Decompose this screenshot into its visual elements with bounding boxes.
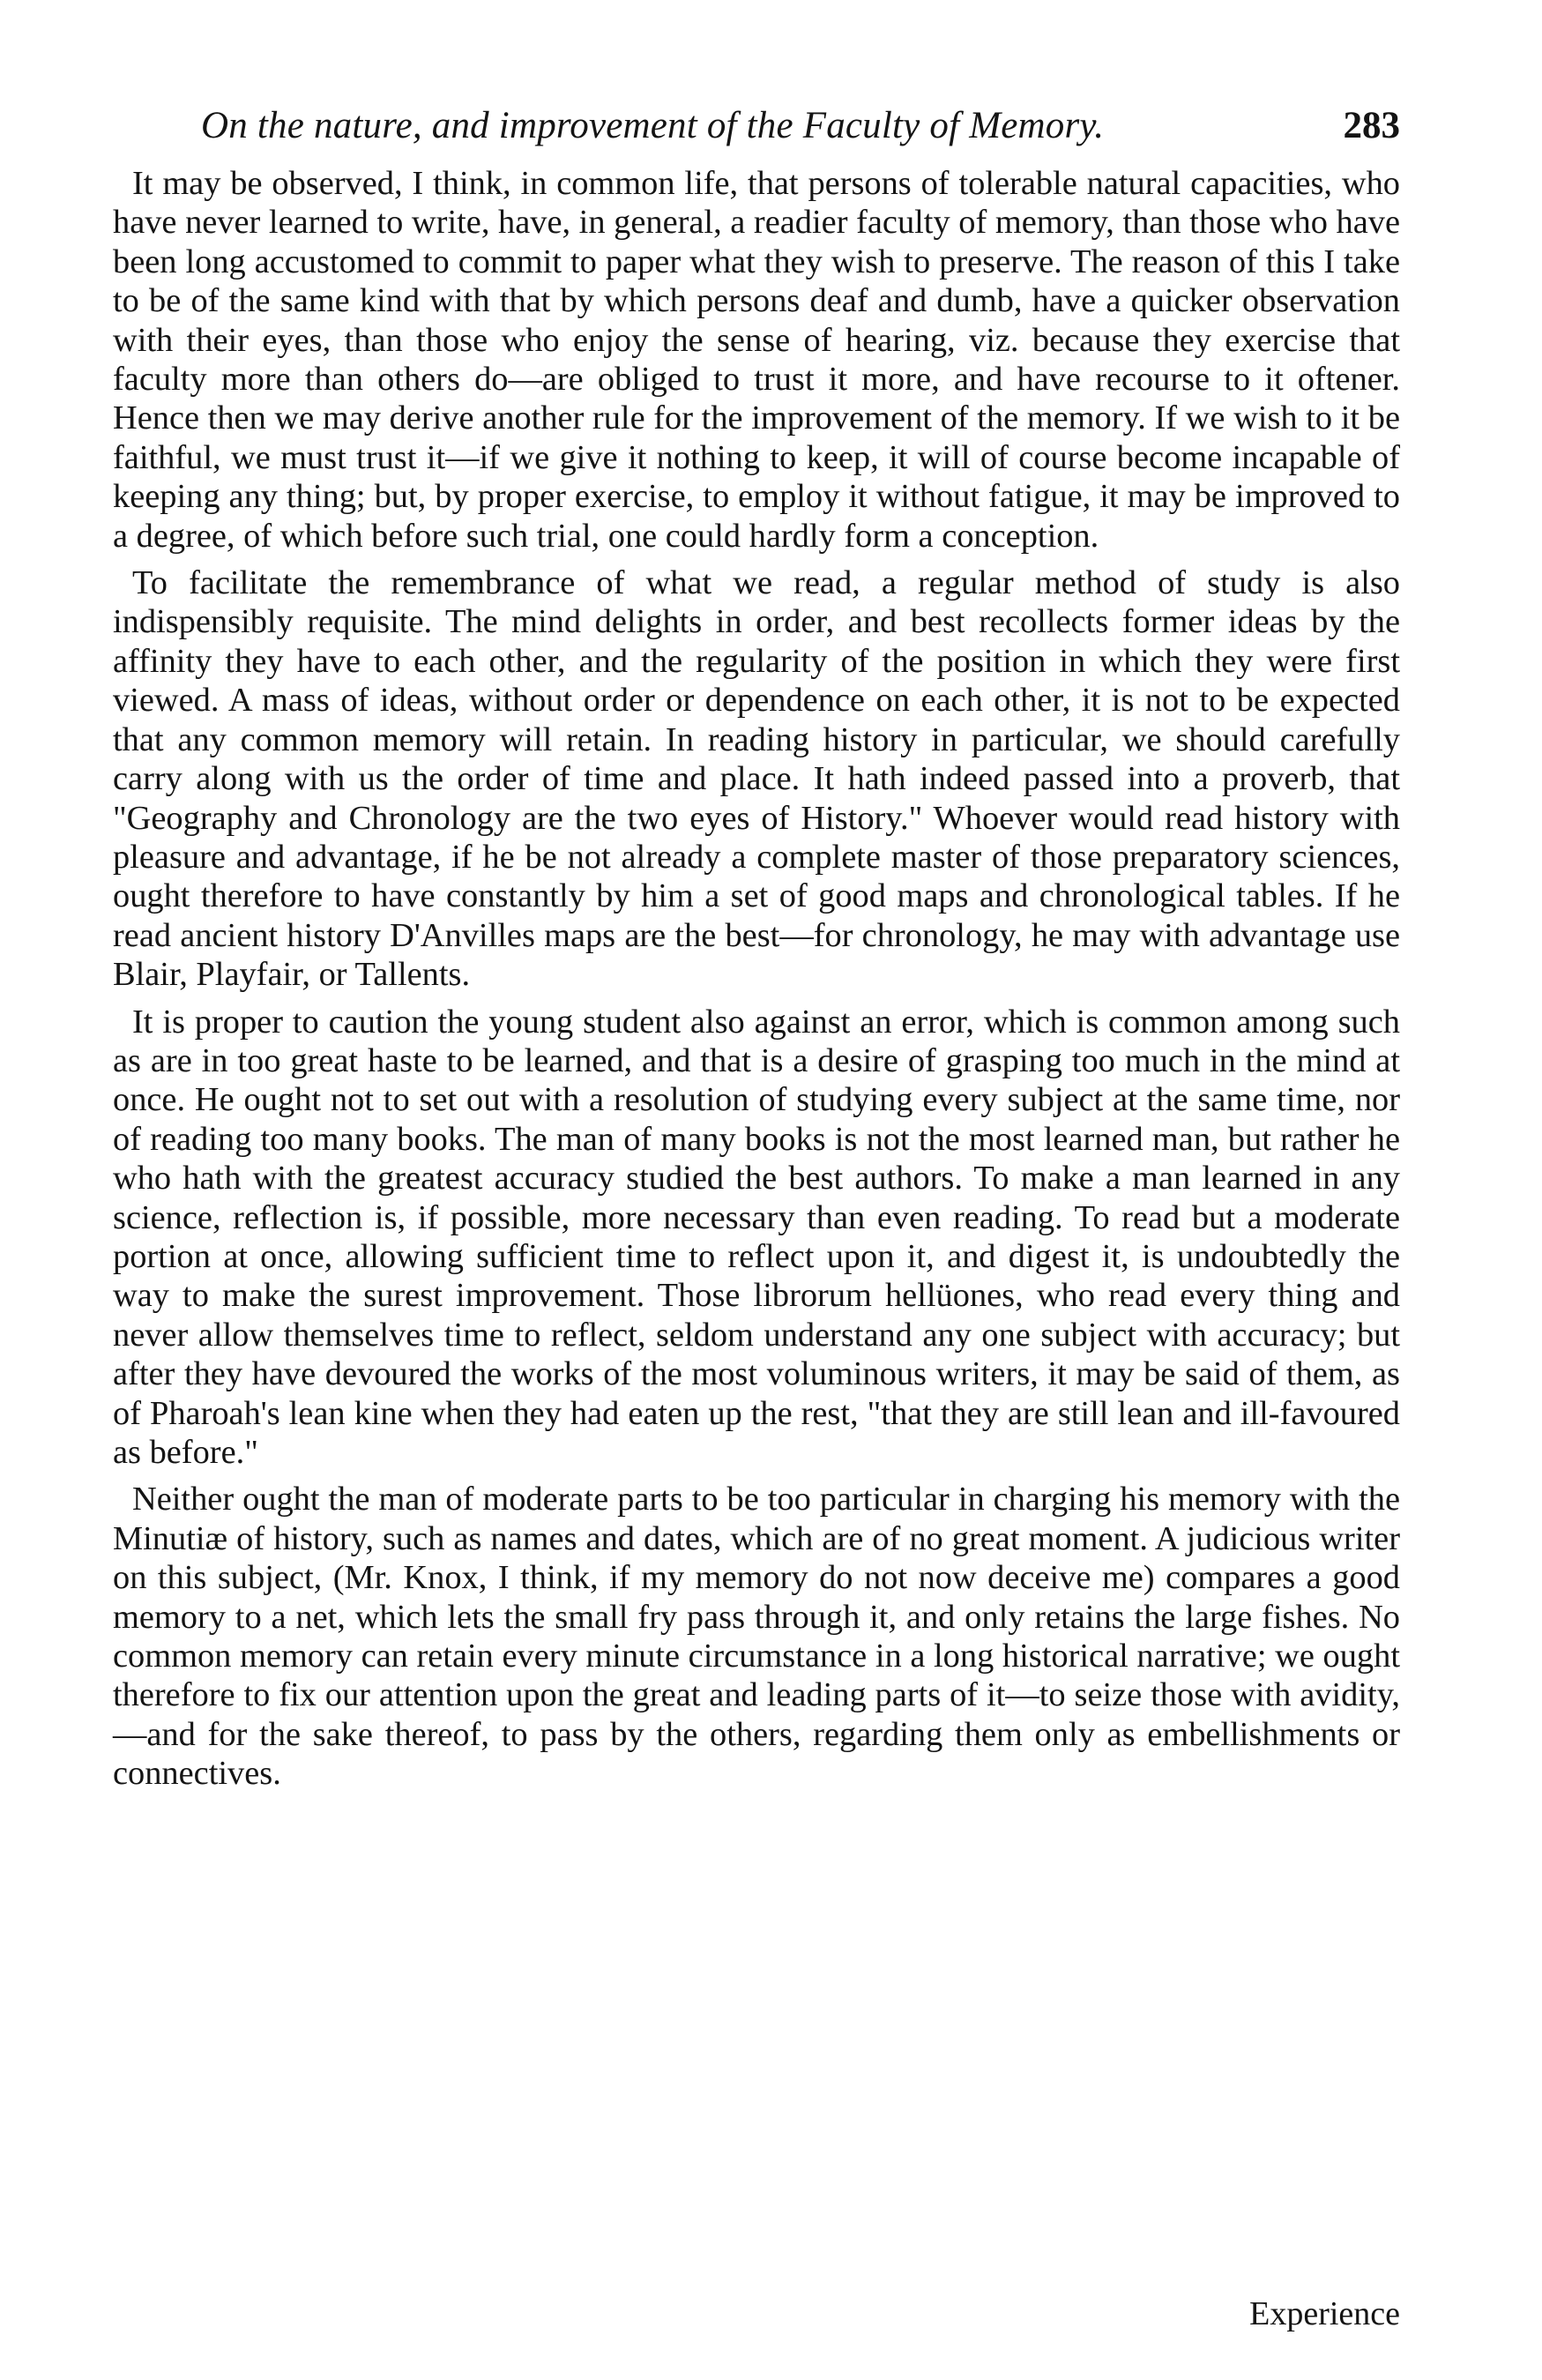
running-head: On the nature, and improvement of the Faculty of Memory. <box>201 105 1105 146</box>
paragraph-method-of-study: To facilitate the remembrance of what we read, a regular method of study is also indispensibly requisite. The mind delights in order, and best recollects former ideas by the affinity they have to each other, and the regularity of the position in which they were first viewed. A mass of ideas, without order or dependence on each other, it is not to be expected that any common memory will retain. In reading history in particular, we should carefully carry along with us the order of time and place. It hath indeed passed into a proverb, that "Geography and Chronology are the two eyes of History." Whoever would read history with pleasure and advantage, if he be not already a complete master of those preparatory sciences, ought therefore to have constantly by him a set of good maps and chronological tables. If he read ancient history D'Anvilles maps are the best—for chronology, he may with advantage use Blair, Playfair, or Tallents. <box>113 564 1400 994</box>
paragraph-memory-exercise: It may be observed, I think, in common life, that persons of tolerable natural capacities, who have never learned to write, have, in general, a readier faculty of memory, than those who have been long accustomed to commit to paper what they wish to preserve. The reason of this I take to be of the same kind with that by which persons deaf and dumb, have a quicker observation with their eyes, than those who enjoy the sense of hearing, viz. because they exercise that faculty more than others do—are obliged to trust it more, and have recourse to it oftener. Hence then we may derive another rule for the improvement of the memory. If we wish to it be faithful, we must trust it—if we give it nothing to keep, it will of course become incapable of keeping any thing; but, by proper exercise, to employ it without fatigue, it may be improved to a degree, of which before such trial, one could hardly form a conception. <box>113 165 1400 555</box>
catchword: Experience <box>1249 2295 1400 2332</box>
page-header <box>201 104 1400 157</box>
paragraph-minutiae: Neither ought the man of moderate parts to be too particular in charging his memory with the Minutiæ of history, such as names and dates, which are of no great moment. A judicious writer on this subject, (Mr. Knox, I think, if my memory do not now deceive me) compares a good memory to a net, which lets the small fry pass through it, and only retains the large fishes. No common memory can retain every minute circumstance in a long historical narrative; we ought therefore to fix our attention upon the great and leading parts of it—to seize those with avidity,—and for the sake thereof, to pass by the others, regarding them only as embellishments or connectives. <box>113 1481 1400 1793</box>
body-text <box>113 164 1400 1794</box>
page-number: 283 <box>1343 105 1400 146</box>
paragraph-caution-student: It is proper to caution the young student also against an error, which is common among such as are in too great haste to be learned, and that is a desire of grasping too much in the mind at once. He ought not to set out with a resolution of studying every subject at the same time, nor of reading too many books. The man of many books is not the most learned man, but rather he who hath with the greatest accuracy studied the best authors. To make a man learned in any science, reflection is, if possible, more necessary than even reading. To read but a moderate portion at once, allowing sufficient time to reflect upon it, and digest it, is undoubtedly the way to make the surest improvement. Those librorum hellüones, who read every thing and never allow themselves time to reflect, seldom understand any one subject with accuracy; but after they have devoured the works of the most voluminous writers, it may be said of them, as of Pharoah's lean kine when they had eaten up the rest, "that they are still lean and ill-favoured as before." <box>113 1003 1400 1471</box>
